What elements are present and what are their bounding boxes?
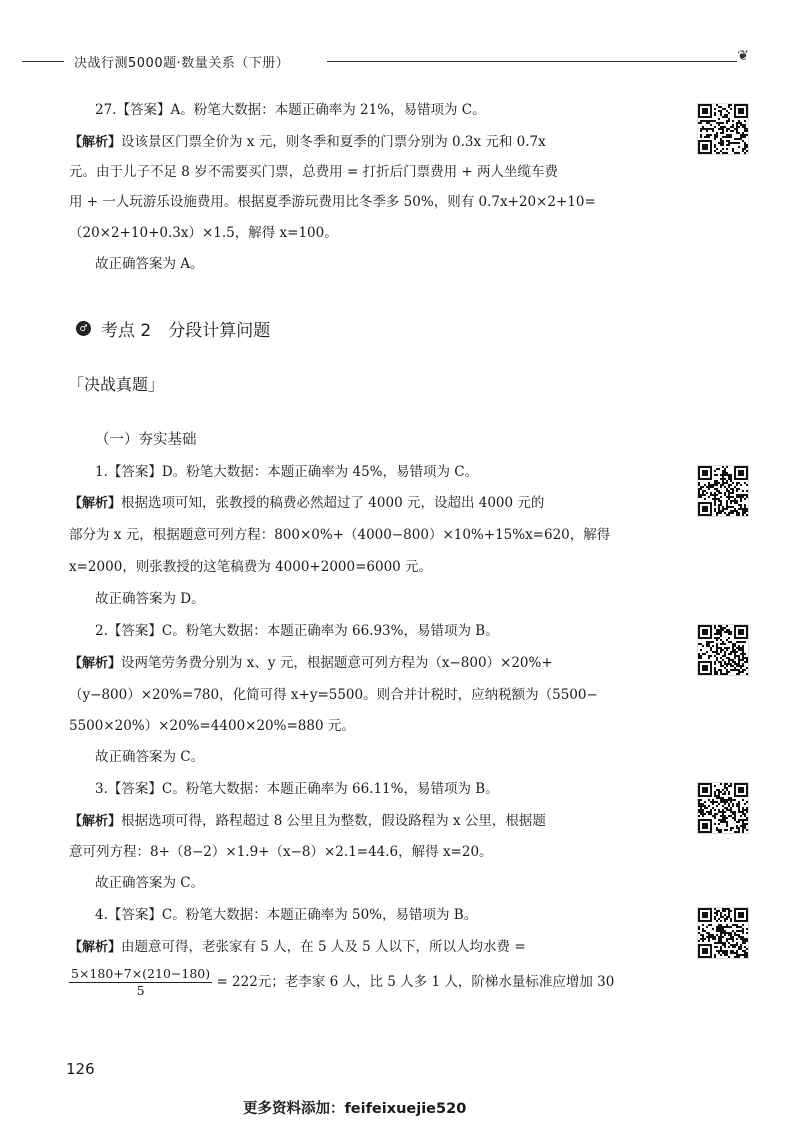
q1-conclusion: 故正确答案为 D。 xyxy=(95,591,205,607)
q2-analysis-2: （y−800）×20%=780，化简可得 x+y=5500。则合并计税时，应纳税额为（5500− xyxy=(69,687,598,703)
header-rule-left xyxy=(22,61,64,62)
q4-analysis-text-1: 由题意可得，老张家有 5 人，在 5 人及 5 人以下，所以人均水费 = xyxy=(121,939,526,955)
page-number: 126 xyxy=(66,1060,95,1078)
section-badge-icon: ♂ xyxy=(76,321,91,336)
section-title xyxy=(76,316,270,341)
bracket-heading: 「决战真题」 xyxy=(68,375,165,394)
q3-analysis-1 xyxy=(69,809,689,834)
sprout-icon: ❦ xyxy=(737,48,749,64)
qr-code-icon[interactable] xyxy=(697,624,749,676)
running-header xyxy=(22,48,757,72)
fraction-numerator: 5×180+7×(210−180) xyxy=(71,966,211,981)
section-title-text: 考点 2 分段计算问题 xyxy=(101,321,271,341)
q4-analysis-text-2: = 222元；老李家 6 人，比 5 人多 1 人，阶梯水量标准应增加 30 xyxy=(216,974,615,990)
fraction-denominator: 5 xyxy=(136,983,145,998)
q27-answer-line: 27.【答案】A。粉笔大数据：本题正确率为 21%，易错项为 C。 xyxy=(95,102,486,118)
analysis-label: 【解析】 xyxy=(69,496,122,511)
qr-code-icon[interactable] xyxy=(697,103,749,155)
q27-analysis-3: 用 + 一人玩游乐设施费用。根据夏季游玩费用比冬季多 50%，则有 0.7x+20×2+10= xyxy=(69,194,596,210)
qr-code-icon[interactable] xyxy=(697,465,749,517)
q2-analysis-text-1: 设两笔劳务费分别为 x、y 元，根据题意可列方程为（x−800）×20%+ xyxy=(121,655,553,671)
q4-answer-line: 4.【答案】C。粉笔大数据：本题正确率为 50%，易错项为 B。 xyxy=(95,907,478,923)
q2-answer-line: 2.【答案】C。粉笔大数据：本题正确率为 66.93%，易错项为 B。 xyxy=(95,623,499,639)
q27-analysis-2: 元。由于儿子不足 8 岁不需要买门票，总费用 = 打折后门票费用 + 两人坐缆车费 xyxy=(69,164,558,180)
q4-analysis-2 xyxy=(69,966,689,999)
qr-code-icon[interactable] xyxy=(697,782,749,834)
q3-analysis-text-1: 根据选项可得，路程超过 8 公里且为整数，假设路程为 x 公里，根据题 xyxy=(121,813,546,829)
analysis-label: 【解析】 xyxy=(69,814,122,829)
q4-analysis-1 xyxy=(69,935,689,960)
q2-analysis-3: 5500×20%）×20%=4400×20%=880 元。 xyxy=(69,718,355,734)
header-rule-right xyxy=(327,61,737,62)
q27-analysis-4: （20×2+10+0.3x）×1.5，解得 x=100。 xyxy=(69,225,338,241)
sub-heading: （一）夯实基础 xyxy=(95,432,197,448)
water-fee-fraction xyxy=(69,966,212,999)
q27-analysis-1 xyxy=(69,130,689,155)
q1-analysis-1 xyxy=(69,491,689,516)
q27-analysis-text-1: 设该景区门票全价为 x 元，则冬季和夏季的门票分别为 0.3x 元和 0.7x xyxy=(121,134,546,150)
q1-answer-line: 1.【答案】D。粉笔大数据：本题正确率为 45%，易错项为 C。 xyxy=(95,464,479,480)
q1-analysis-text-1: 根据选项可知，张教授的稿费必然超过了 4000 元，设超出 4000 元的 xyxy=(121,495,545,511)
qr-code-icon[interactable] xyxy=(697,907,749,959)
q3-analysis-2: 意可列方程：8+（8−2）×1.9+（x−8）×2.1=44.6，解得 x=20。 xyxy=(69,844,493,860)
q1-analysis-2: 部分为 x 元，根据题意可列方程：800×0%+（4000−800）×10%+15%x=620，解得 xyxy=(69,527,611,543)
analysis-label: 【解析】 xyxy=(69,656,122,671)
q27-conclusion: 故正确答案为 A。 xyxy=(95,256,204,272)
q1-analysis-3: x=2000，则张教授的这笔稿费为 4000+2000=6000 元。 xyxy=(69,559,433,575)
footer-note: 更多资料添加：feifeixuejie520 xyxy=(243,1101,467,1117)
analysis-label: 【解析】 xyxy=(69,940,122,955)
q3-answer-line: 3.【答案】C。粉笔大数据：本题正确率为 66.11%，易错项为 B。 xyxy=(95,781,499,797)
q2-analysis-1 xyxy=(69,651,689,676)
header-title: 决战行测5000题·数量关系（下册） xyxy=(74,56,290,71)
q2-conclusion: 故正确答案为 C。 xyxy=(95,749,205,765)
analysis-label: 【解析】 xyxy=(69,135,122,150)
q3-conclusion: 故正确答案为 C。 xyxy=(95,875,205,891)
